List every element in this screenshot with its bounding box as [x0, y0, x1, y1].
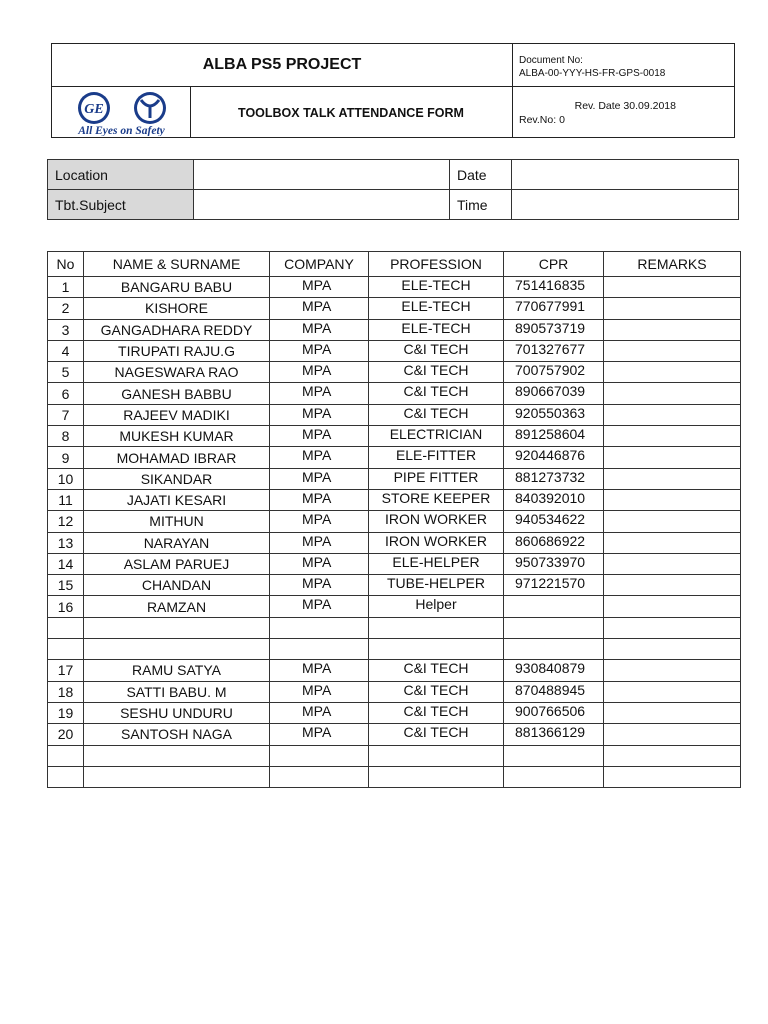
cell-company: MPA [270, 511, 369, 532]
table-row [48, 277, 741, 298]
cell-profession: C&I TECH [369, 383, 504, 404]
cell-no: 8 [48, 426, 84, 447]
table-row [48, 724, 741, 745]
cell-profession [369, 766, 504, 787]
cell-company: MPA [270, 702, 369, 723]
table-row [48, 404, 741, 425]
table-row [48, 766, 741, 787]
cell-profession: STORE KEEPER [369, 489, 504, 510]
cell-no [48, 745, 84, 766]
table-row [48, 553, 741, 574]
cell-name: SATTI BABU. M [84, 681, 270, 702]
cell-cpr [504, 745, 604, 766]
cell-no: 11 [48, 489, 84, 510]
cell-remarks [604, 468, 741, 489]
table-row [48, 383, 741, 404]
cell-company: MPA [270, 596, 369, 617]
document-number-value: ALBA-00-YYY-HS-FR-GPS-0018 [519, 68, 666, 79]
cell-remarks [604, 681, 741, 702]
cell-remarks [604, 617, 741, 638]
cell-name [84, 766, 270, 787]
attendance-table [47, 251, 741, 788]
cell-no: 10 [48, 468, 84, 489]
subject-field[interactable] [194, 190, 450, 220]
cell-name: SIKANDAR [84, 468, 270, 489]
cell-company [270, 745, 369, 766]
cell-profession: C&I TECH [369, 681, 504, 702]
document-header [51, 43, 735, 138]
cell-company: MPA [270, 532, 369, 553]
cell-remarks [604, 298, 741, 319]
column-header-company: COMPANY [270, 252, 369, 277]
cell-profession: IRON WORKER [369, 532, 504, 553]
table-row [48, 511, 741, 532]
date-label: Date [450, 160, 512, 190]
cell-profession: C&I TECH [369, 362, 504, 383]
cell-profession: C&I TECH [369, 702, 504, 723]
table-row [48, 298, 741, 319]
revision-number: Rev.No: 0 [519, 114, 565, 126]
cell-no: 16 [48, 596, 84, 617]
table-row [48, 575, 741, 596]
cell-no: 3 [48, 319, 84, 340]
cell-company: MPA [270, 575, 369, 596]
table-row [48, 639, 741, 660]
cell-no: 7 [48, 404, 84, 425]
revision-date: Rev. Date 30.09.2018 [574, 100, 676, 112]
table-row [48, 426, 741, 447]
cell-remarks [604, 639, 741, 660]
cell-cpr: 700757902 [504, 362, 604, 383]
cell-company: MPA [270, 362, 369, 383]
cell-no: 20 [48, 724, 84, 745]
cell-no: 9 [48, 447, 84, 468]
cell-cpr: 920550363 [504, 404, 604, 425]
column-header-remarks: REMARKS [604, 252, 741, 277]
cell-cpr: 940534622 [504, 511, 604, 532]
cell-name: ASLAM PARUEJ [84, 553, 270, 574]
cell-name: SESHU UNDURU [84, 702, 270, 723]
cell-remarks [604, 766, 741, 787]
cell-remarks [604, 362, 741, 383]
cell-remarks [604, 340, 741, 361]
cell-cpr: 701327677 [504, 340, 604, 361]
cell-remarks [604, 404, 741, 425]
cell-cpr: 751416835 [504, 277, 604, 298]
cell-cpr: 930840879 [504, 660, 604, 681]
table-row [48, 681, 741, 702]
meeting-info-table [47, 159, 739, 220]
cell-remarks [604, 383, 741, 404]
company-logo [54, 90, 189, 136]
cell-no: 12 [48, 511, 84, 532]
cell-cpr [504, 639, 604, 660]
subject-label: Tbt.Subject [48, 190, 194, 220]
cell-name: CHANDAN [84, 575, 270, 596]
cell-cpr [504, 766, 604, 787]
cell-no: 14 [48, 553, 84, 574]
table-row [48, 532, 741, 553]
cell-name: RAMZAN [84, 596, 270, 617]
table-row [48, 702, 741, 723]
cell-name: MUKESH KUMAR [84, 426, 270, 447]
cell-cpr: 900766506 [504, 702, 604, 723]
cell-company [270, 617, 369, 638]
cell-cpr: 840392010 [504, 489, 604, 510]
cell-company: MPA [270, 298, 369, 319]
cell-name: RAJEEV MADIKI [84, 404, 270, 425]
table-header-row [48, 252, 741, 277]
cell-profession: ELE-HELPER [369, 553, 504, 574]
cell-remarks [604, 745, 741, 766]
cell-company: MPA [270, 468, 369, 489]
time-label: Time [450, 190, 512, 220]
cell-profession [369, 639, 504, 660]
cell-no: 2 [48, 298, 84, 319]
cell-name: NARAYAN [84, 532, 270, 553]
time-field[interactable] [512, 190, 739, 220]
cell-cpr: 870488945 [504, 681, 604, 702]
cell-company: MPA [270, 660, 369, 681]
cell-name: BANGARU BABU [84, 277, 270, 298]
cell-no [48, 617, 84, 638]
cell-cpr: 891258604 [504, 426, 604, 447]
cell-name: KISHORE [84, 298, 270, 319]
document-number-label: Document No: [519, 55, 583, 66]
cell-name: GANGADHARA REDDY [84, 319, 270, 340]
cell-profession: ELE-TECH [369, 277, 504, 298]
cell-no: 4 [48, 340, 84, 361]
cell-company: MPA [270, 724, 369, 745]
cell-company: MPA [270, 447, 369, 468]
location-label: Location [48, 160, 194, 190]
document-number [519, 54, 665, 80]
cell-company [270, 639, 369, 660]
cell-company: MPA [270, 426, 369, 447]
cell-remarks [604, 660, 741, 681]
cell-no: 6 [48, 383, 84, 404]
cell-profession: ELE-TECH [369, 319, 504, 340]
column-header-no: No [48, 252, 84, 277]
svg-text:All Eyes on Safety: All Eyes on Safety [78, 125, 165, 136]
cell-cpr: 890573719 [504, 319, 604, 340]
cell-name: SANTOSH NAGA [84, 724, 270, 745]
cell-profession: C&I TECH [369, 404, 504, 425]
cell-name: RAMU SATYA [84, 660, 270, 681]
cell-no: 13 [48, 532, 84, 553]
cell-name [84, 745, 270, 766]
cell-profession: ELE-FITTER [369, 447, 504, 468]
cell-remarks [604, 553, 741, 574]
table-row [48, 468, 741, 489]
cell-profession: ELECTRICIAN [369, 426, 504, 447]
table-row [48, 660, 741, 681]
cell-no [48, 639, 84, 660]
revision-info [519, 99, 729, 127]
header-divider [512, 44, 513, 137]
location-field[interactable] [194, 160, 450, 190]
cell-remarks [604, 575, 741, 596]
cell-name: NAGESWARA RAO [84, 362, 270, 383]
cell-no: 18 [48, 681, 84, 702]
cell-no: 19 [48, 702, 84, 723]
cell-profession: TUBE-HELPER [369, 575, 504, 596]
cell-remarks [604, 489, 741, 510]
cell-name [84, 617, 270, 638]
cell-profession: C&I TECH [369, 340, 504, 361]
cell-remarks [604, 319, 741, 340]
cell-company: MPA [270, 404, 369, 425]
cell-name: JAJATI KESARI [84, 489, 270, 510]
table-row [48, 745, 741, 766]
cell-cpr: 770677991 [504, 298, 604, 319]
table-row [48, 596, 741, 617]
cell-cpr: 860686922 [504, 532, 604, 553]
column-header-profession: PROFESSION [369, 252, 504, 277]
project-title: ALBA PS5 PROJECT [202, 56, 362, 73]
cell-company: MPA [270, 319, 369, 340]
table-row [48, 340, 741, 361]
table-row [48, 489, 741, 510]
cell-name: MITHUN [84, 511, 270, 532]
svg-text:GE: GE [84, 102, 104, 117]
cell-no [48, 766, 84, 787]
cell-no: 5 [48, 362, 84, 383]
cell-remarks [604, 277, 741, 298]
cell-cpr: 971221570 [504, 575, 604, 596]
cell-remarks [604, 596, 741, 617]
table-row [48, 319, 741, 340]
cell-company: MPA [270, 489, 369, 510]
cell-company [270, 766, 369, 787]
table-row [48, 447, 741, 468]
cell-cpr: 881273732 [504, 468, 604, 489]
cell-company: MPA [270, 340, 369, 361]
cell-company: MPA [270, 277, 369, 298]
cell-remarks [604, 702, 741, 723]
cell-company: MPA [270, 681, 369, 702]
cell-remarks [604, 511, 741, 532]
cell-no: 1 [48, 277, 84, 298]
cell-remarks [604, 724, 741, 745]
cell-name: TIRUPATI RAJU.G [84, 340, 270, 361]
cell-name: GANESH BABBU [84, 383, 270, 404]
cell-profession [369, 617, 504, 638]
cell-profession: Helper [369, 596, 504, 617]
form-title: TOOLBOX TALK ATTENDANCE FORM [238, 105, 464, 120]
cell-profession: C&I TECH [369, 724, 504, 745]
cell-remarks [604, 447, 741, 468]
cell-cpr: 950733970 [504, 553, 604, 574]
cell-cpr: 920446876 [504, 447, 604, 468]
cell-no: 17 [48, 660, 84, 681]
cell-name: MOHAMAD IBRAR [84, 447, 270, 468]
cell-profession: ELE-TECH [369, 298, 504, 319]
cell-profession: C&I TECH [369, 660, 504, 681]
cell-profession: PIPE FITTER [369, 468, 504, 489]
cell-name [84, 639, 270, 660]
column-header-name: NAME & SURNAME [84, 252, 270, 277]
cell-cpr [504, 596, 604, 617]
cell-cpr: 881366129 [504, 724, 604, 745]
table-row [48, 362, 741, 383]
date-field[interactable] [512, 160, 739, 190]
cell-cpr: 890667039 [504, 383, 604, 404]
cell-profession [369, 745, 504, 766]
cell-company: MPA [270, 383, 369, 404]
cell-remarks [604, 532, 741, 553]
cell-company: MPA [270, 553, 369, 574]
table-row [48, 617, 741, 638]
cell-cpr [504, 617, 604, 638]
cell-profession: IRON WORKER [369, 511, 504, 532]
cell-remarks [604, 426, 741, 447]
cell-no: 15 [48, 575, 84, 596]
column-header-cpr: CPR [504, 252, 604, 277]
